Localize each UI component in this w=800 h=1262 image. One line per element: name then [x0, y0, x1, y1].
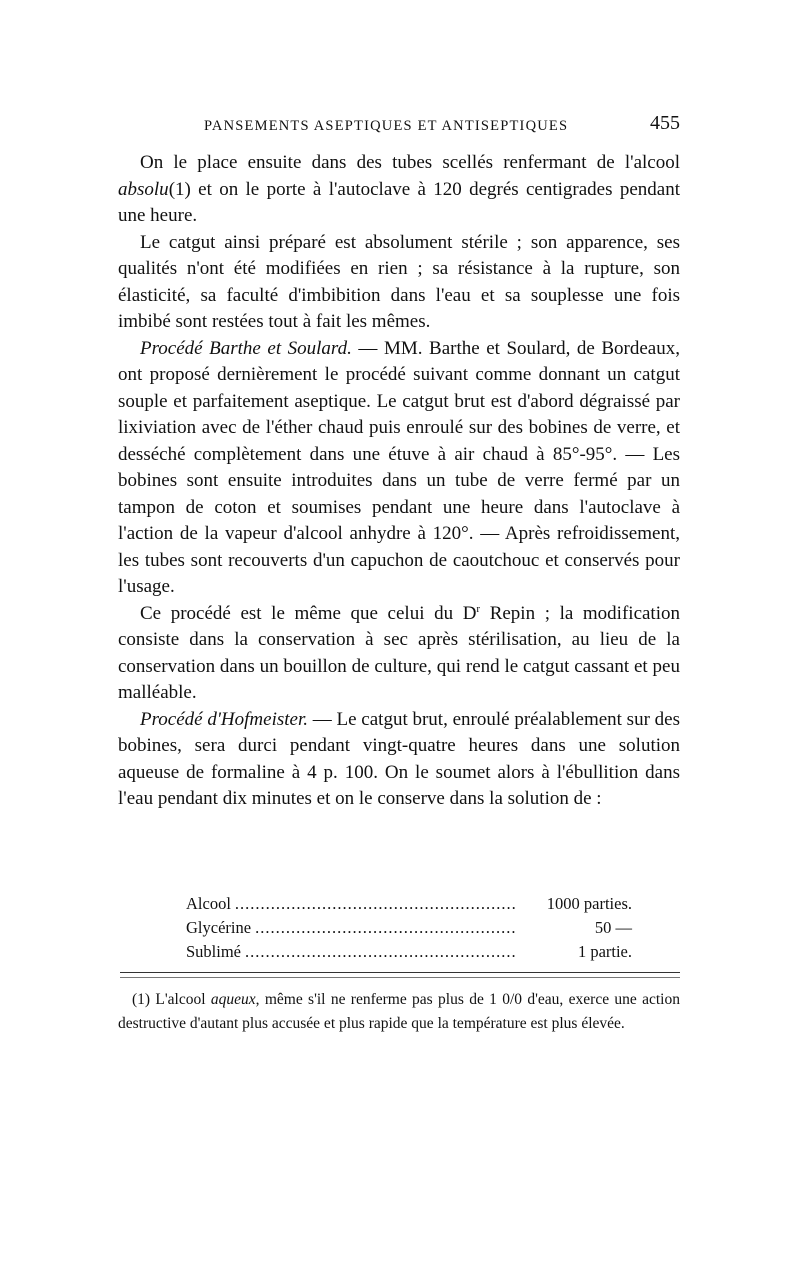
- page-number: 455: [650, 112, 680, 134]
- recipe-ingredient: Sublimé: [186, 942, 242, 961]
- paragraph-5-text: — Le catgut brut, enroulé préalablement sur des bobines, sera durci pendant vingt-quatre heures dans une solution aqueuse de formaline à 4 p. 100. On le soumet alors à l'ébullition dans l'eau pendant dix minutes et on le conserve dans la solution de :: [118, 708, 680, 809]
- paragraph-4-text-b: Repin ; la modification consiste dans la conservation à sec après stérilisation, au lieu de la conservation dans un bouillon de culture, qui rend le catgut cassant et peu malléable.: [118, 602, 680, 703]
- section-title-barthe-soulard: Procédé Barthe et Soulard.: [140, 337, 352, 359]
- footnote-text-a: (1) L'alcool: [132, 991, 211, 1008]
- recipe-quantity: 1000 parties.: [546, 894, 632, 913]
- section-title-hofmeister: Procédé d'Hofmeister.: [140, 708, 308, 730]
- paragraph-3: [118, 336, 680, 601]
- paragraph-5: [118, 707, 680, 813]
- recipe-ingredient: Glycérine: [186, 918, 252, 937]
- recipe-row: [186, 942, 632, 966]
- paragraph-4-text-a: Ce procédé est le même que celui du D: [140, 602, 477, 624]
- paragraph-4: [118, 601, 680, 707]
- paragraph-1-text-b: (1) et on le porte à l'autoclave à 120 degrés centigrades pendant une heure.: [118, 178, 680, 226]
- page-header: [118, 114, 680, 142]
- recipe-ingredient: Alcool: [186, 894, 231, 913]
- paragraph-1-emphasis: absolu: [118, 178, 169, 200]
- body-text: [118, 150, 680, 813]
- footnote: [118, 988, 680, 1036]
- recipe-quantity: 50 —: [594, 918, 632, 937]
- footnote-divider: [120, 972, 680, 973]
- running-head: PANSEMENTS ASEPTIQUES ET ANTISEPTIQUES: [204, 118, 569, 134]
- footnote-text-b: , même s'il ne renferme pas plus de 1 0/0 d'eau, exerce une action destructive d'autant plus accusée et plus rapide que la température est plus élevée.: [118, 991, 680, 1032]
- recipe-list: [186, 894, 632, 966]
- footnote-emphasis: aqueux: [210, 991, 256, 1008]
- footnote-text: [118, 988, 680, 1036]
- footnote-divider-secondary: [120, 977, 680, 978]
- recipe-quantity: 1 partie.: [577, 942, 632, 961]
- leader-dots: [245, 942, 516, 962]
- paragraph-2: Le catgut ainsi préparé est absolument stérile ; son apparence, ses qualités n'ont été modifiées en rien ; sa résistance à la rupture, son élasticité, sa faculté d'imbibition dans l'eau et sa souplesse une fois imbibé sont restées tout à fait les mêmes.: [118, 231, 680, 332]
- paragraph-4-superscript: r: [476, 602, 481, 615]
- leader-dots: [255, 918, 516, 938]
- leader-dots: [235, 894, 516, 914]
- paragraph-1: [118, 150, 680, 230]
- paragraph-1-text-a: On le place ensuite dans des tubes scellés renfermant de l'alcool: [140, 152, 680, 173]
- recipe-row: [186, 918, 632, 942]
- recipe-row: [186, 894, 632, 918]
- paragraph-3-text: — MM. Barthe et Soulard, de Bordeaux, ont proposé dernièrement le procédé suivant comme donnant un catgut souple et parfaitement aseptique. Le catgut brut est d'abord dégraissé par lixiviation avec de l'éther chaud puis enroulé sur des bobines de verre, et desséché complètement dans une étuve à air chaud à 85°-95°. — Les bobines sont ensuite introduites dans un tube de verre fermé par un tampon de coton et soumises pendant une heure dans l'autoclave à l'action de la vapeur d'alcool anhydre à 120°. — Après refroidissement, les tubes sont recouverts d'un capuchon de caoutchouc et conservés pour l'usage.: [118, 337, 680, 597]
